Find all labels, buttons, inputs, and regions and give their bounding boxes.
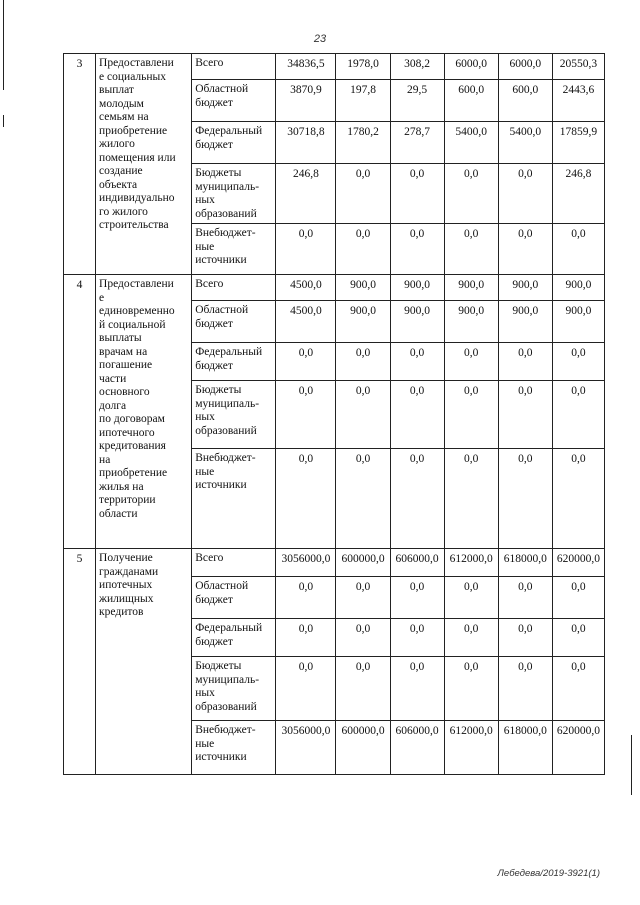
funding-value: 0,0 <box>276 619 336 657</box>
funding-value: 600000,0 <box>336 549 390 577</box>
funding-value: 0,0 <box>552 657 604 721</box>
funding-value: 0,0 <box>276 343 336 381</box>
funding-value: 0,0 <box>336 577 390 619</box>
funding-value: 900,0 <box>444 301 498 343</box>
funding-value: 4500,0 <box>276 301 336 343</box>
funding-source: Внебюджет- ные источники <box>192 224 276 275</box>
funding-value: 900,0 <box>498 301 552 343</box>
funding-value: 0,0 <box>552 577 604 619</box>
funding-source: Федеральный бюджет <box>192 343 276 381</box>
funding-value: 0,0 <box>444 657 498 721</box>
funding-value: 34836,5 <box>276 54 336 80</box>
funding-source: Федеральный бюджет <box>192 619 276 657</box>
funding-value: 620000,0 <box>552 549 604 577</box>
funding-value: 0,0 <box>336 224 390 275</box>
funding-value: 0,0 <box>498 164 552 224</box>
funding-value: 6000,0 <box>498 54 552 80</box>
funding-value: 618000,0 <box>498 549 552 577</box>
funding-source: Всего <box>192 549 276 577</box>
funding-value: 0,0 <box>276 381 336 449</box>
scan-edge-mark <box>3 115 4 127</box>
funding-value: 246,8 <box>552 164 604 224</box>
activity-name: Предоставлени е единовременно й социальной выплаты врачам на погашение части основного долга по договорам ипотечного кредитования на приобретение жилья на территории области <box>96 275 192 549</box>
funding-source: Внебюджет- ные источники <box>192 449 276 549</box>
funding-value: 17859,9 <box>552 122 604 164</box>
funding-value: 0,0 <box>276 657 336 721</box>
funding-value: 606000,0 <box>390 549 444 577</box>
funding-value: 600,0 <box>444 80 498 122</box>
funding-value: 900,0 <box>444 275 498 301</box>
funding-value: 0,0 <box>498 577 552 619</box>
funding-value: 900,0 <box>552 275 604 301</box>
funding-value: 0,0 <box>336 164 390 224</box>
funding-value: 0,0 <box>276 449 336 549</box>
funding-value: 308,2 <box>390 54 444 80</box>
funding-value: 900,0 <box>390 301 444 343</box>
funding-value: 0,0 <box>336 657 390 721</box>
funding-source: Областной бюджет <box>192 577 276 619</box>
funding-source: Областной бюджет <box>192 80 276 122</box>
funding-value: 620000,0 <box>552 721 604 775</box>
funding-value: 606000,0 <box>390 721 444 775</box>
funding-value: 20550,3 <box>552 54 604 80</box>
funding-value: 3056000,0 <box>276 549 336 577</box>
funding-value: 900,0 <box>390 275 444 301</box>
funding-value: 0,0 <box>444 164 498 224</box>
funding-value: 0,0 <box>552 619 604 657</box>
funding-value: 618000,0 <box>498 721 552 775</box>
funding-value: 0,0 <box>390 381 444 449</box>
funding-value: 0,0 <box>444 224 498 275</box>
funding-value: 0,0 <box>390 164 444 224</box>
funding-value: 0,0 <box>336 343 390 381</box>
table-row <box>64 549 605 577</box>
funding-value: 0,0 <box>444 577 498 619</box>
funding-value: 5400,0 <box>498 122 552 164</box>
funding-value: 0,0 <box>390 657 444 721</box>
funding-value: 0,0 <box>276 224 336 275</box>
table-row <box>64 54 605 80</box>
funding-source: Федеральный бюджет <box>192 122 276 164</box>
funding-value: 0,0 <box>498 619 552 657</box>
row-number: 4 <box>64 275 96 549</box>
funding-value: 0,0 <box>498 381 552 449</box>
funding-value: 5400,0 <box>444 122 498 164</box>
funding-value: 0,0 <box>498 657 552 721</box>
funding-value: 0,0 <box>444 343 498 381</box>
funding-value: 0,0 <box>336 449 390 549</box>
funding-value: 0,0 <box>552 381 604 449</box>
funding-value: 3870,9 <box>276 80 336 122</box>
funding-source: Всего <box>192 54 276 80</box>
funding-value: 1978,0 <box>336 54 390 80</box>
funding-value: 0,0 <box>498 449 552 549</box>
funding-value: 0,0 <box>444 619 498 657</box>
funding-value: 600000,0 <box>336 721 390 775</box>
funding-value: 612000,0 <box>444 549 498 577</box>
table-row <box>64 275 605 301</box>
funding-value: 0,0 <box>552 343 604 381</box>
scan-edge-mark <box>631 735 632 795</box>
row-number: 3 <box>64 54 96 275</box>
funding-value: 600,0 <box>498 80 552 122</box>
funding-value: 900,0 <box>552 301 604 343</box>
funding-value: 612000,0 <box>444 721 498 775</box>
funding-value: 0,0 <box>444 381 498 449</box>
funding-value: 0,0 <box>498 343 552 381</box>
funding-value: 0,0 <box>336 381 390 449</box>
funding-value: 6000,0 <box>444 54 498 80</box>
funding-value: 1780,2 <box>336 122 390 164</box>
funding-value: 0,0 <box>336 619 390 657</box>
funding-value: 0,0 <box>390 449 444 549</box>
funding-value: 29,5 <box>390 80 444 122</box>
funding-value: 2443,6 <box>552 80 604 122</box>
funding-value: 30718,8 <box>276 122 336 164</box>
funding-value: 4500,0 <box>276 275 336 301</box>
funding-value: 0,0 <box>390 343 444 381</box>
funding-source: Бюджеты муниципаль- ных образований <box>192 381 276 449</box>
funding-value: 900,0 <box>336 275 390 301</box>
row-number: 5 <box>64 549 96 775</box>
activity-name: Получение гражданами ипотечных жилищных кредитов <box>96 549 192 775</box>
funding-value: 900,0 <box>336 301 390 343</box>
budget-table <box>63 53 605 775</box>
funding-value: 0,0 <box>390 619 444 657</box>
funding-value: 0,0 <box>276 577 336 619</box>
funding-source: Всего <box>192 275 276 301</box>
funding-value: 3056000,0 <box>276 721 336 775</box>
funding-source: Внебюджет- ные источники <box>192 721 276 775</box>
funding-value: 900,0 <box>498 275 552 301</box>
funding-value: 278,7 <box>390 122 444 164</box>
funding-source: Бюджеты муниципаль- ных образований <box>192 164 276 224</box>
funding-value: 0,0 <box>552 224 604 275</box>
document-footer: Лебедева/2019-3921(1) <box>497 868 600 879</box>
scan-edge-mark <box>3 0 4 90</box>
funding-source: Областной бюджет <box>192 301 276 343</box>
funding-value: 0,0 <box>390 577 444 619</box>
funding-source: Бюджеты муниципаль- ных образований <box>192 657 276 721</box>
funding-value: 0,0 <box>552 449 604 549</box>
funding-value: 246,8 <box>276 164 336 224</box>
funding-value: 197,8 <box>336 80 390 122</box>
activity-name: Предоставлени е социальных выплат молодым семьям на приобретение жилого помещения или создание объекта индивидуально го жилого строительства <box>96 54 192 275</box>
funding-value: 0,0 <box>444 449 498 549</box>
funding-value: 0,0 <box>390 224 444 275</box>
funding-value: 0,0 <box>498 224 552 275</box>
page-number: 23 <box>313 33 327 45</box>
